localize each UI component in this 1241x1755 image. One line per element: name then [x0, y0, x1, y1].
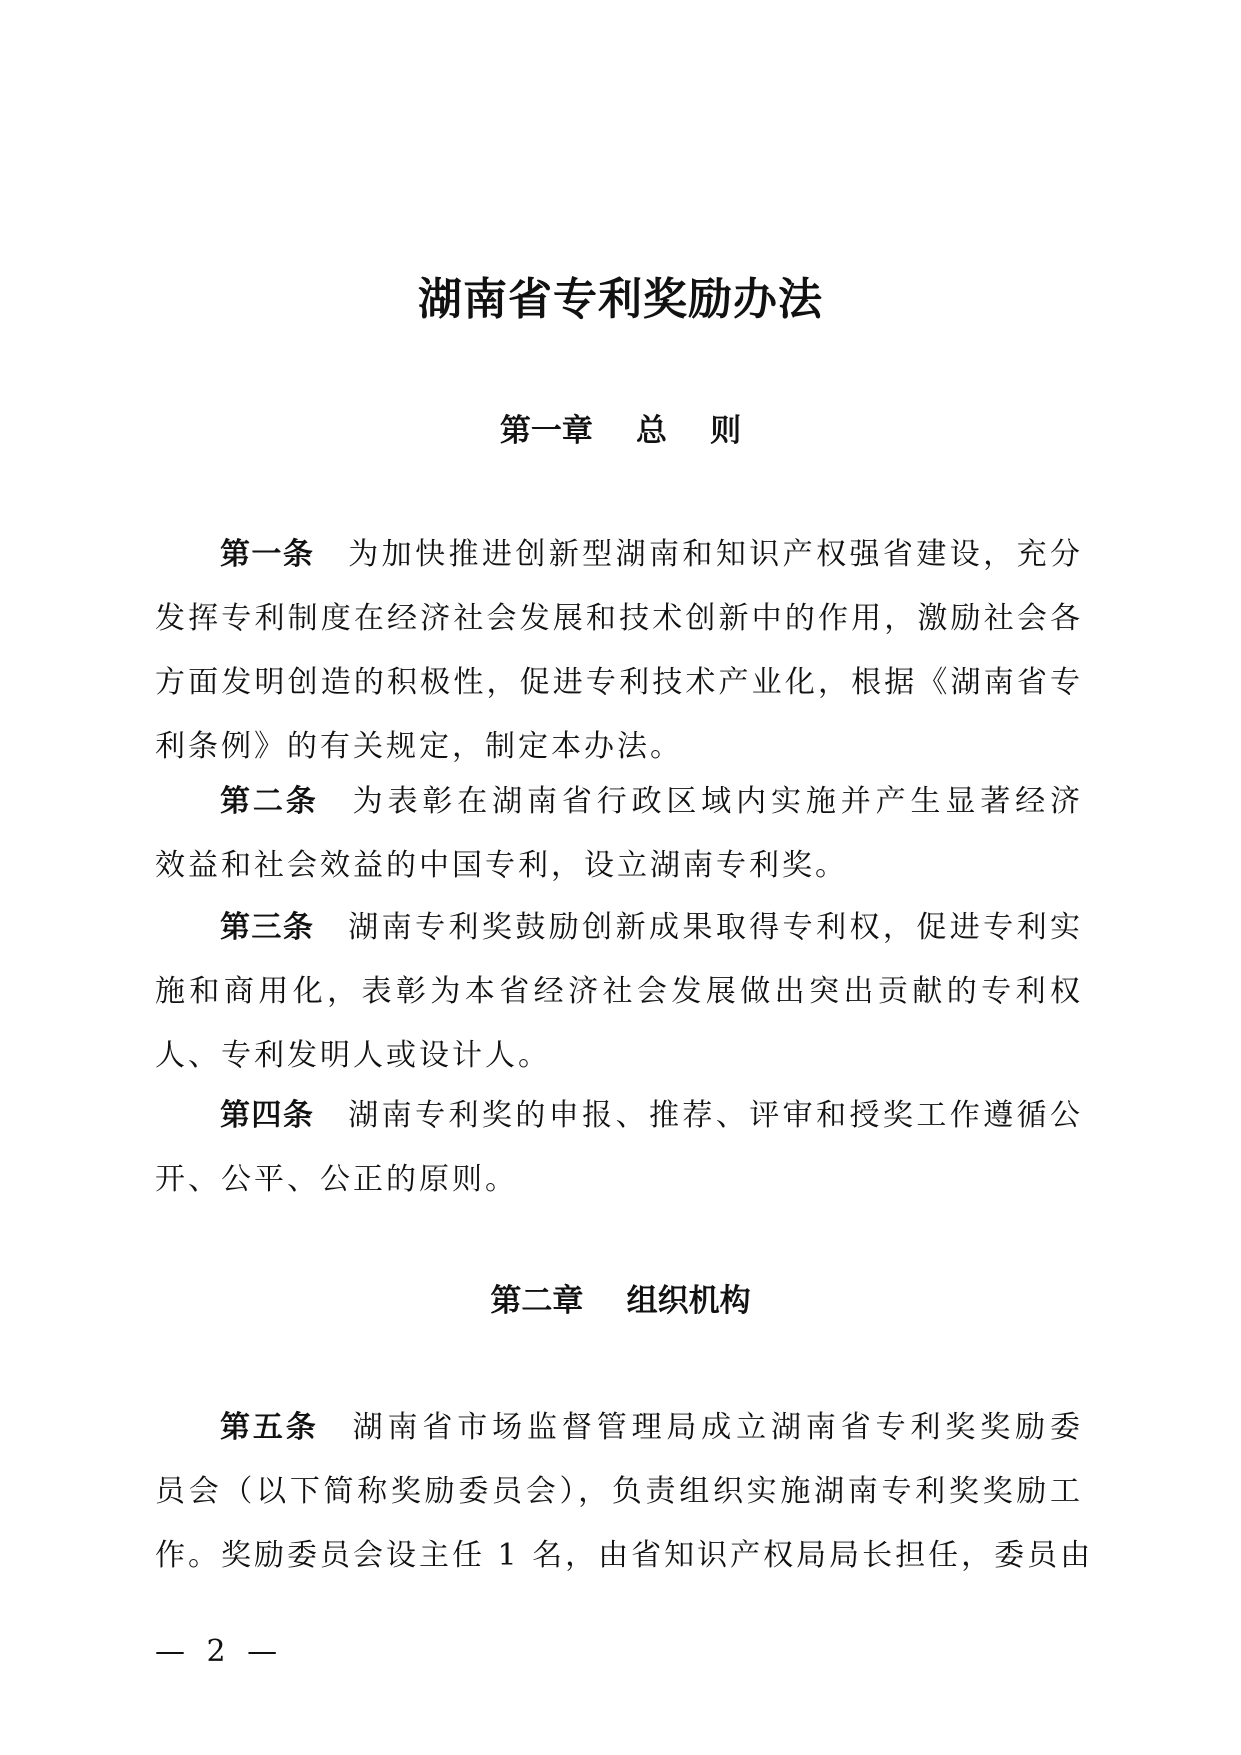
article-line: [155, 896, 1083, 960]
article-line: [155, 770, 1083, 834]
article-line: 利条例》的有关规定，制定本办法。: [155, 729, 683, 764]
article-line: 员会（以下简称奖励委员会），负责组织实施湖南专利奖奖励工: [155, 1474, 1083, 1509]
article-text: 湖南省市场监督管理局成立湖南省专利奖奖励委: [352, 1410, 1084, 1445]
article-line: 效益和社会效益的中国专利，设立湖南专利奖。: [155, 848, 848, 883]
article-text: 湖南专利奖的申报、推荐、评审和授奖工作遵循公: [348, 1098, 1083, 1133]
article-line: 人、专利发明人或设计人。: [155, 1038, 551, 1073]
article-5: [155, 1396, 1094, 1588]
article-text: 湖南专利奖鼓励创新成果取得专利权，促进专利实: [348, 910, 1083, 945]
article-3: [155, 896, 1083, 1088]
article-line: 开、公平、公正的原则。: [155, 1162, 518, 1197]
document-title: 湖南省专利奖励办法: [418, 274, 823, 325]
article-2: [155, 770, 1083, 898]
article-1: [155, 523, 1083, 779]
article-label: 第五条: [220, 1410, 319, 1445]
article-label: 第一条: [220, 537, 315, 572]
article-4: [155, 1084, 1083, 1212]
article-text: 为加快推进创新型湖南和知识产权强省建设，充分: [348, 537, 1083, 572]
article-label: 第三条: [220, 910, 315, 945]
article-line: [155, 523, 1083, 587]
article-label: 第四条: [220, 1098, 315, 1133]
article-line: [155, 1396, 1083, 1460]
article-label: 第二条: [220, 784, 319, 819]
article-line: [155, 1084, 1083, 1148]
page-number: — 2 —: [155, 1634, 284, 1669]
chapter-heading-organization: 第二章 组织机构: [490, 1283, 751, 1319]
article-line: 方面发明创造的积极性，促进专利技术产业化，根据《湖南省专: [155, 665, 1083, 700]
article-line: 施和商用化，表彰为本省经济社会发展做出突出贡献的专利权: [155, 974, 1083, 1009]
article-text: 为表彰在湖南省行政区域内实施并产生显著经济: [352, 784, 1084, 819]
chapter-heading-general-provisions: 第一章 总 则: [499, 413, 742, 449]
article-line: 作。奖励委员会设主任 1 名，由省知识产权局局长担任，委员由: [155, 1538, 1094, 1573]
article-line: 发挥专利制度在经济社会发展和技术创新中的作用，激励社会各: [155, 601, 1083, 636]
